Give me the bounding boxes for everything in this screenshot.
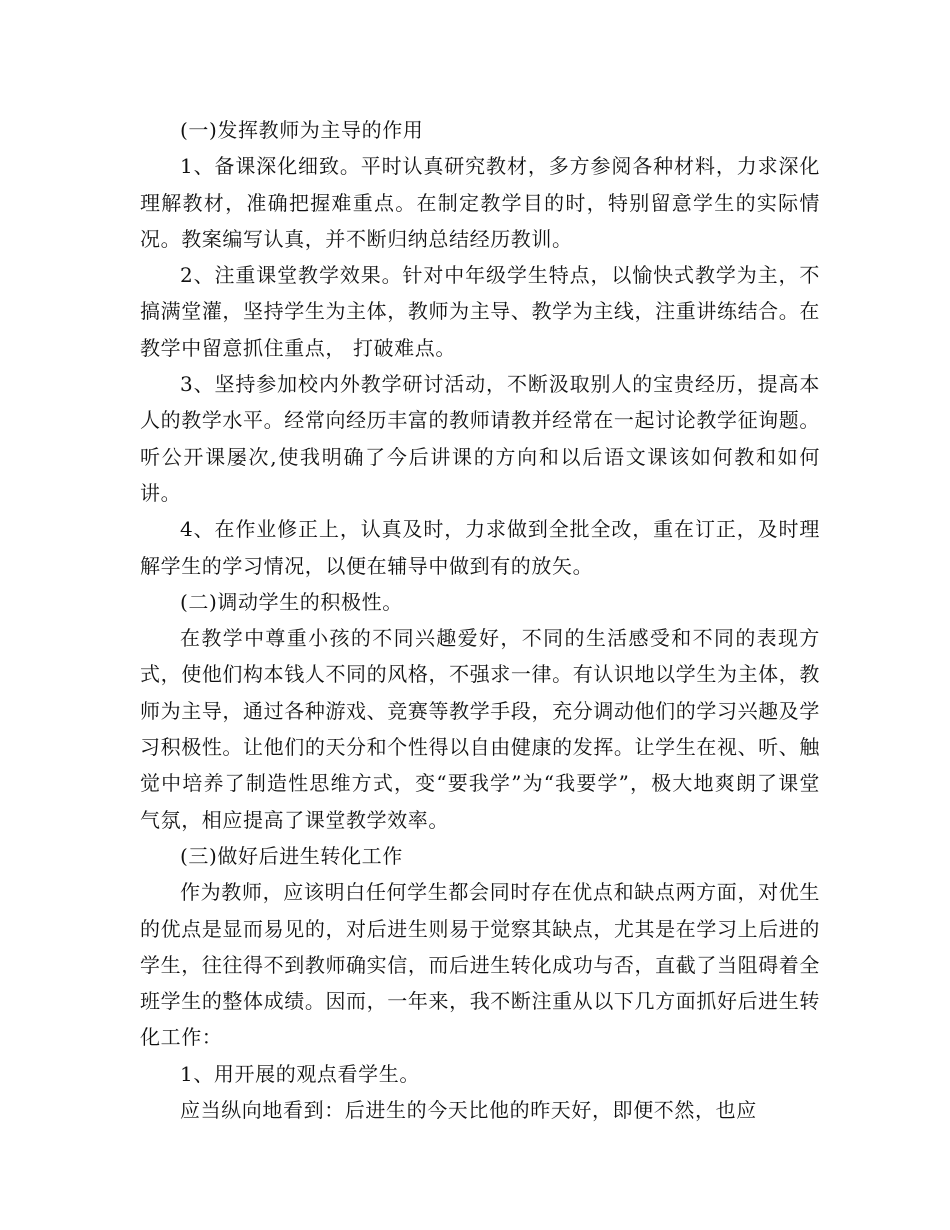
paragraph-underachiever-work: 作为教师，应该明白任何学生都会同时存在优点和缺点两方面，对优生的优点是显而易见的，对后进生则易于觉察其缺点，尤其是在学习上后进的学生，往往得不到教师确实信，而后进生转化成功与否，直截了当阻碍着全班学生的整体成绩。因而，一年来，我不断注重从以下几方面抓好后进生转化工作： <box>140 880 820 1050</box>
paragraph-student-initiative: 在教学中尊重小孩的不同兴趣爱好，不同的生活感受和不同的表现方式，使他们构本钱人不同的风格，不强求一律。有认识地以学生为主体，教师为主导，通过各种游戏、竞赛等教学手段，充分调动他们的学习兴趣及学习积极性。让他们的天分和个性得以自由健康的发挥。让学生在视、听、触觉中培养了制造性思维方式，变“要我学”为“我要学”，极大地爽朗了课堂气氛，相应提高了课堂教学效率。 <box>140 626 820 832</box>
section-heading-1: (一)发挥教师为主导的作用 <box>180 118 424 142</box>
paragraph-homework-correction: 4、在作业修正上，认真及时，力求做到全批全改，重在订正，及时理解学生的学习情况，以便在辅导中做到有的放矢。 <box>140 517 820 578</box>
section-heading-2: (二)调动学生的积极性。 <box>180 589 403 614</box>
document-page <box>140 112 820 1128</box>
paragraph-lesson-prep: 1、备课深化细致。平时认真研究教材，多方参阅各种材料，力求深化理解教材，准确把握难重点。在制定教学目的时，特别留意学生的实际情况。教案编写认真，并不断归纳总结经历教训。 <box>140 154 820 251</box>
subheading-development-view: 1、用开展的观点看学生。 <box>180 1061 420 1086</box>
paragraph-research-activities: 3、坚持参加校内外教学研讨活动，不断汲取别人的宝贵经历，提高本人的教学水平。经常向经历丰富的教师请教并经常在一起讨论教学征询题。听公开课屡次,使我明确了今后讲课的方向和以后语文课该如何教和如何讲。 <box>140 372 820 505</box>
section-heading-3: (三)做好后进生转化工作 <box>180 843 403 868</box>
paragraph-classroom-effect: 2、注重课堂教学效果。针对中年级学生特点，以愉快式教学为主，不搞满堂灌，坚持学生为主体，教师为主导、教学为主线，注重讲练结合。在教学中留意抓住重点， 打破难点。 <box>140 263 820 360</box>
paragraph-longitudinal-view: 应当纵向地看到：后进生的今天比他的昨天好，即便不然，也应 <box>180 1098 757 1123</box>
